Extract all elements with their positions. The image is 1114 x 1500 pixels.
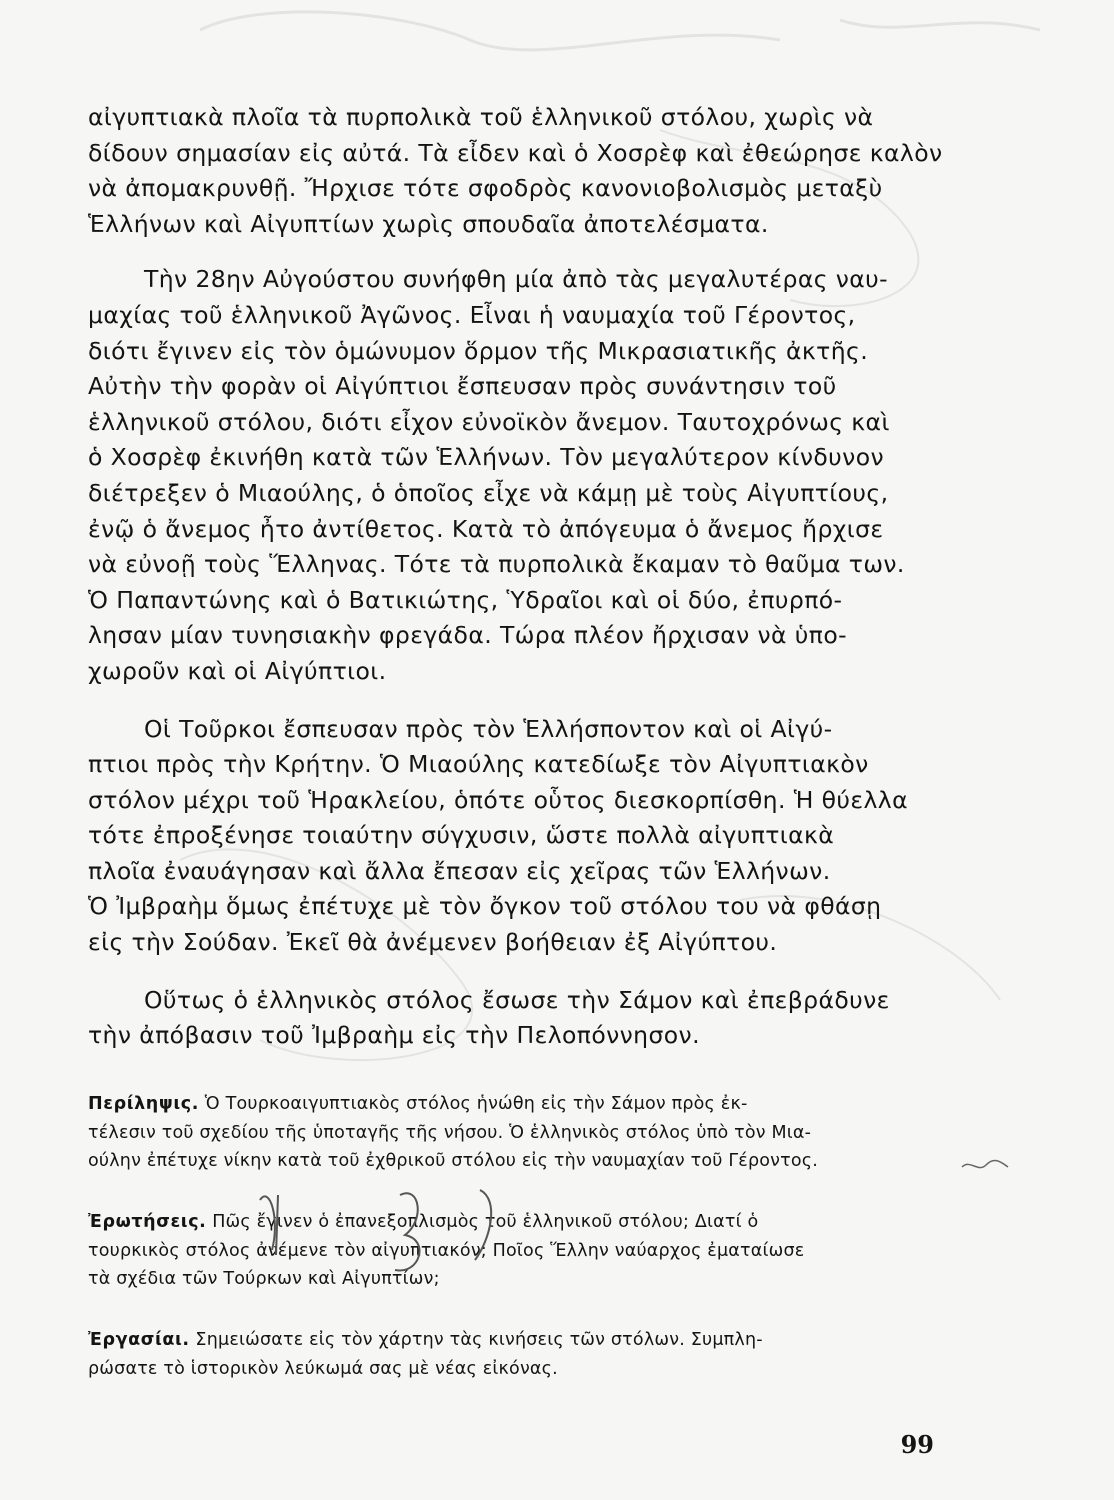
text-line: τουρκικὸς στόλος ἀνέμενε τὸν αἰγυπτιακόν; Ποῖος Ἕλλην ναύαρχος ἐματαίωσε (88, 1240, 805, 1261)
text-line: εἰς τὴν Σούδαν. Ἐκεῖ θὰ ἀνέμενεν βοήθειαν ἐξ Αἰγύπτου. (88, 928, 778, 957)
text-line: πτιοι πρὸς τὴν Κρήτην. Ὁ Μιαούλης κατεδίωξε τὸν Αἰγυπτιακὸν (88, 750, 869, 779)
text-line: Οἱ Τοῦρκοι ἔσπευσαν πρὸς τὸν Ἑλλήσποντον καὶ οἱ Αἰγύ- (144, 714, 833, 743)
text-line: Ὁ Ἰμβραὴμ ὅμως ἐπέτυχε μὲ τὸν ὄγκον τοῦ στόλου του νὰ φθάσῃ (88, 892, 882, 921)
summary-text: Ὁ Τουρκοαιγυπτιακὸς στόλος ἡνώθη εἰς τὴν Σάμον πρὸς ἐκ- (199, 1094, 748, 1114)
text-line: τὰ σχέδια τῶν Τούρκων καὶ Αἰγυπτίων; (88, 1269, 440, 1289)
paragraph-3 (88, 712, 944, 961)
text-line: ούλην ἐπέτυχε νίκην κατὰ τοῦ ἐχθρικοῦ στόλου εἰς τὴν ναυμαχίαν τοῦ Γέροντος. (88, 1151, 819, 1171)
text-line: διέτρεξεν ὁ Μιαούλης, ὁ ὁποῖος εἶχε νὰ κάμῃ μὲ τοὺς Αἰγυπτίους, (88, 478, 889, 507)
text-line: τότε ἐπροξένησε τοιαύτην σύγχυσιν, ὥστε πολλὰ αἰγυπτιακὰ (88, 821, 835, 850)
text-line: λησαν μίαν τυνησιακὴν φρεγάδα. Τώρα πλέον ἤρχισαν νὰ ὑπο- (88, 621, 847, 650)
text-line: διότι ἔγινεν εἰς τὸν ὁμώνυμον ὅρμον τῆς Μικρασιατικῆς ἀκτῆς. (88, 336, 869, 365)
text-line: τέλεσιν τοῦ σχεδίου τῆς ὑποταγῆς τῆς νήσου. Ὁ ἑλληνικὸς στόλος ὑπὸ τὸν Μια- (88, 1122, 812, 1143)
text-line: αἰγυπτιακὰ πλοῖα τὰ πυρπολικὰ τοῦ ἑλληνικοῦ στόλου, χωρὶς νὰ (88, 103, 874, 131)
text-line: ἐνῷ ὁ ἄνεμος ἦτο ἀντίθετος. Κατὰ τὸ ἀπόγευμα ὁ ἄνεμος ἤρχισε (88, 514, 884, 543)
exercises-text: Σημειώσατε εἰς τὸν χάρτην τὰς κινήσεις τῶν στόλων. Συμπλη- (189, 1330, 763, 1350)
paragraph-1 (88, 100, 944, 242)
text-line: δίδουν σημασίαν εἰς αὐτά. Τὰ εἶδεν καὶ ὁ Χοσρὲφ καὶ ἐθεώρησε καλὸν (88, 138, 943, 167)
text-line: στόλον μέχρι τοῦ Ἡρακλείου, ὁπότε οὗτος διεσκορπίσθη. Ἡ θύελλα (88, 785, 908, 814)
text-line: ρώσατε τὸ ἱστορικὸν λεύκωμά σας μὲ νέας εἰκόνας. (88, 1358, 558, 1379)
page-number: 99 (900, 1430, 934, 1459)
questions-text: Πῶς ἔγινεν ὁ ἐπανεξοπλισμὸς τοῦ ἑλληνικοῦ στόλου; Διατί ὁ (206, 1212, 759, 1232)
paragraph-2 (88, 262, 944, 689)
text-line (88, 1090, 968, 1119)
text-line: μαχίας τοῦ ἑλληνικοῦ Ἀγῶνος. Εἶναι ἡ ναυμαχία τοῦ Γέροντος, (88, 300, 856, 329)
text-line: χωροῦν καὶ οἱ Αἰγύπτιοι. (88, 656, 387, 685)
exercises-section (88, 1326, 968, 1383)
text-line: ὁ Χοσρὲφ ἐκινήθη κατὰ τῶν Ἑλλήνων. Τὸν μεγαλύτερον κίνδυνον (88, 443, 885, 472)
paragraph-4 (88, 983, 944, 1054)
exercises-label: Ἐργασίαι. (88, 1330, 190, 1350)
text-line: τὴν ἀπόβασιν τοῦ Ἰμβραὴμ εἰς τὴν Πελοπόννησον. (88, 1021, 700, 1050)
text-line: Ὁ Παπαντώνης καὶ ὁ Βατικιώτης, Ὑδραῖοι καὶ οἱ δύο, ἐπυρπό- (88, 585, 843, 614)
text-line: πλοῖα ἐναυάγησαν καὶ ἄλλα ἔπεσαν εἰς χεῖρας τῶν Ἑλλήνων. (88, 856, 831, 885)
questions-section (88, 1208, 968, 1294)
body-text (88, 100, 944, 1054)
summary-section (88, 1090, 968, 1176)
text-line: ἑλληνικοῦ στόλου, διότι εἶχον εὐνοϊκὸν ἄνεμον. Ταυτοχρόνως καὶ (88, 407, 890, 436)
summary-label: Περίληψις. (88, 1094, 199, 1114)
pencil-mark (960, 1155, 1010, 1175)
text-line: Αὐτὴν τὴν φορὰν οἱ Αἰγύπτιοι ἔσπευσαν πρὸς συνάντησιν τοῦ (88, 372, 837, 401)
text-line: Οὕτως ὁ ἑλληνικὸς στόλος ἔσωσε τὴν Σάμον καὶ ἐπεβράδυνε (144, 985, 890, 1014)
text-line: Τὴν 28ην Αὐγούστου συνήφθη μία ἀπὸ τὰς μεγαλυτέρας ναυ- (144, 265, 889, 294)
text-line: νὰ ἀπομακρυνθῇ. Ἤρχισε τότε σφοδρὸς κανονιοβολισμὸς μεταξὺ (88, 174, 883, 203)
questions-label: Ἐρωτήσεις. (88, 1212, 207, 1232)
text-line (88, 1208, 968, 1237)
text-line (88, 1326, 968, 1355)
pencil-scribble (250, 1180, 510, 1280)
text-line: νὰ εὐνοῇ τοὺς Ἕλληνας. Τότε τὰ πυρπολικὰ ἔκαμαν τὸ θαῦμα των. (88, 550, 905, 579)
text-line: Ἑλλήνων καὶ Αἰγυπτίων χωρὶς σπουδαῖα ἀποτελέσματα. (88, 209, 769, 238)
